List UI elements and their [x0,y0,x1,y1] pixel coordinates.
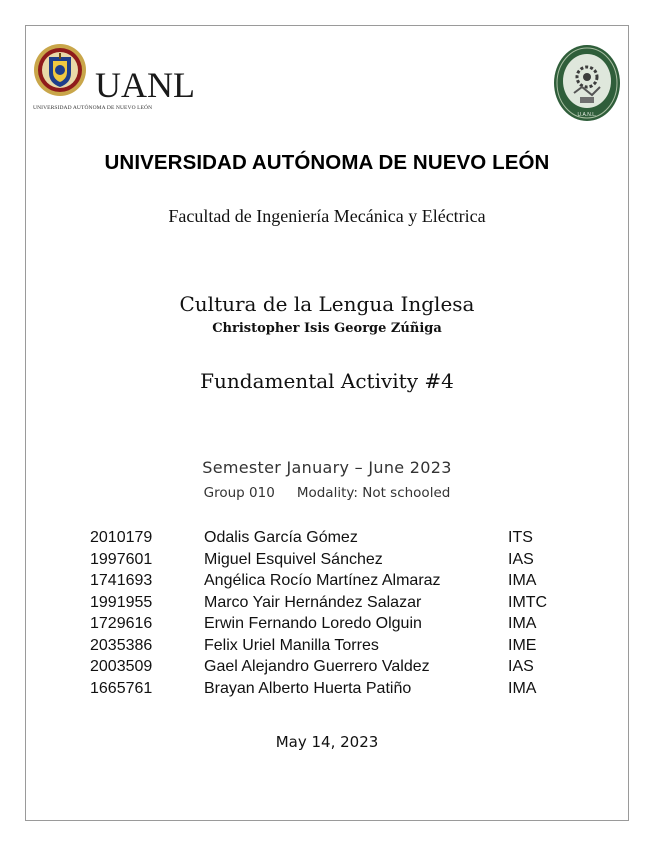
student-program: IME [508,636,537,654]
teacher-name: Christopher Isis George Zúñiga [212,321,442,336]
document-page [25,25,629,821]
student-program: IMTC [508,593,548,611]
student-row [90,615,570,637]
student-program: IMA [508,679,537,697]
student-id: 2003509 [90,658,153,675]
student-name: Gael Alejandro Guerrero Valdez [204,658,430,675]
student-id: 2035386 [90,636,153,654]
student-row [90,680,570,702]
fime-seal-icon [552,43,622,123]
student-row [90,594,570,616]
faculty-name: Facultad de Ingeniería Mecánica y Eléctrica [168,206,486,226]
student-name: Felix Uriel Manilla Torres [204,636,379,654]
student-id: 1997601 [90,550,153,568]
uanl-logo-subtitle: UNIVERSIDAD AUTÓNOMA DE NUEVO LEÓN [33,105,153,111]
student-row [90,529,570,551]
student-program: ITS [508,529,533,546]
group-modality-line [26,485,628,501]
uanl-wordmark: UANL [95,65,195,105]
semester-line: Semester January – June 2023 [202,458,452,477]
document-date: May 14, 2023 [275,733,379,751]
student-name: Miguel Esquivel Sánchez [204,550,383,568]
university-title: UNIVERSIDAD AUTÓNOMA DE NUEVO LEÓN [104,151,550,174]
student-name: Odalis García Gómez [204,529,358,546]
uanl-logo [33,43,193,115]
student-name: Marco Yair Hernández Salazar [204,593,422,611]
student-id: 2010179 [90,529,153,546]
uanl-shield-seal-icon [33,43,87,97]
student-id: 1665761 [90,679,153,697]
student-roster [90,529,570,701]
student-id: 1991955 [90,593,153,611]
modality-label: Modality: Not schooled [296,485,451,501]
student-row [90,658,570,680]
student-name: Brayan Alberto Huerta Patiño [204,679,412,697]
student-program: IMA [508,572,537,589]
student-row [90,551,570,573]
course-name: Cultura de la Lengua Inglesa [179,292,475,316]
student-program: IAS [508,658,534,675]
fime-seal-label: U.A.N.L. [577,112,597,118]
activity-title: Fundamental Activity #4 [200,369,454,393]
student-program: IMA [508,615,537,632]
student-id: 1741693 [90,572,153,589]
student-row [90,572,570,594]
student-row [90,637,570,659]
student-id: 1729616 [90,615,153,632]
student-name: Erwin Fernando Loredo Olguin [204,615,422,632]
student-name: Angélica Rocío Martínez Almaraz [204,572,441,589]
student-program: IAS [508,550,534,568]
group-label: Group 010 [203,485,275,501]
